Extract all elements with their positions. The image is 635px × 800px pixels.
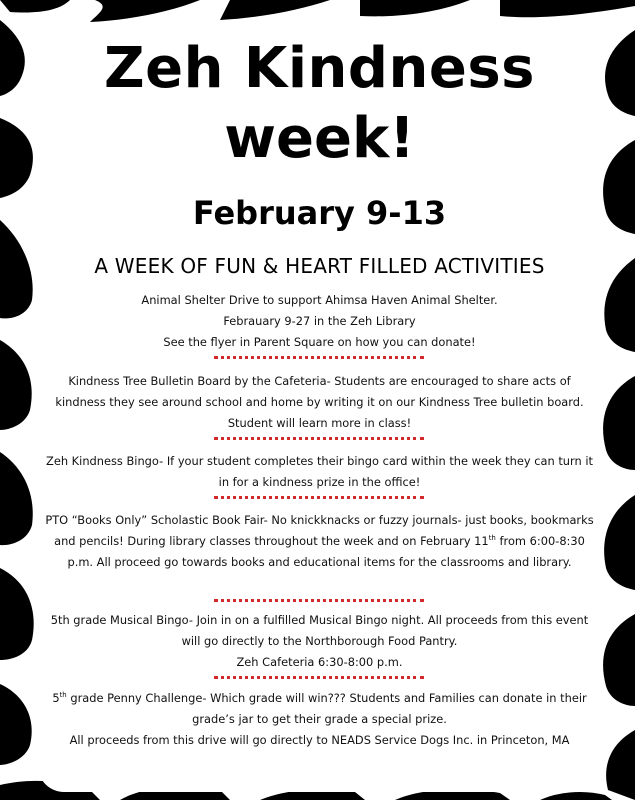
flyer-title-line1: Zeh Kindness [103,36,535,101]
activity-text: PTO “Books Only” Scholastic Book Fair- No knickknacks or fuzzy journals- just books, bookmarks and pencils! During library classes throughout the week and on February 11th from 6:00-8:30 p.m. All proceed go towards books and educational items for the classrooms and library. [45,513,594,569]
flyer-card [38,26,601,792]
activity-book-fair [44,510,595,573]
dotted-divider [214,599,424,602]
dotted-divider [214,356,424,359]
activity-penny-challenge [44,688,595,751]
activity-text: Animal Shelter Drive to support Ahimsa Haven Animal Shelter. [141,293,498,307]
activity-text: 5th grade Musical Bingo- Join in on a fulfilled Musical Bingo night. All proceeds from this event will go directly to the Northborough Food Pantry. [50,613,589,648]
activity-kindness-tree [44,371,595,434]
activity-text: Zeh Cafeteria 6:30-8:00 p.m. [236,655,403,669]
activity-text: See the flyer in Parent Square on how you can donate! [163,335,476,349]
dotted-divider [214,496,424,499]
activity-musical-bingo [44,610,595,673]
activity-animal-shelter-drive [44,290,595,353]
activity-text: Zeh Kindness Bingo- If your student completes their bingo card within the week they can turn it in for a kindness prize in the office! [46,454,593,489]
flyer-title-line2: week! [224,106,415,171]
event-dates: February 9-13 [192,194,447,232]
dotted-divider [214,676,424,679]
activity-kindness-bingo [44,451,595,493]
activity-text: Febrauary 9-27 in the Zeh Library [223,314,416,328]
dotted-divider [214,437,424,440]
activity-text: Kindness Tree Bulletin Board by the Cafeteria- Students are encouraged to share acts of kindness they see around school and home by writing it on our Kindness Tree bulletin board. Student will learn more in class! [55,374,584,430]
activity-text: All proceeds from this drive will go directly to NEADS Service Dogs Inc. in Princeton, MA [69,733,570,747]
flyer-subtitle: A WEEK OF FUN & HEART FILLED ACTIVITIES [94,254,545,278]
activity-text: 5th grade Penny Challenge- Which grade will win??? Students and Families can donate in their grade’s jar to get their grade a special prize. [52,691,587,726]
